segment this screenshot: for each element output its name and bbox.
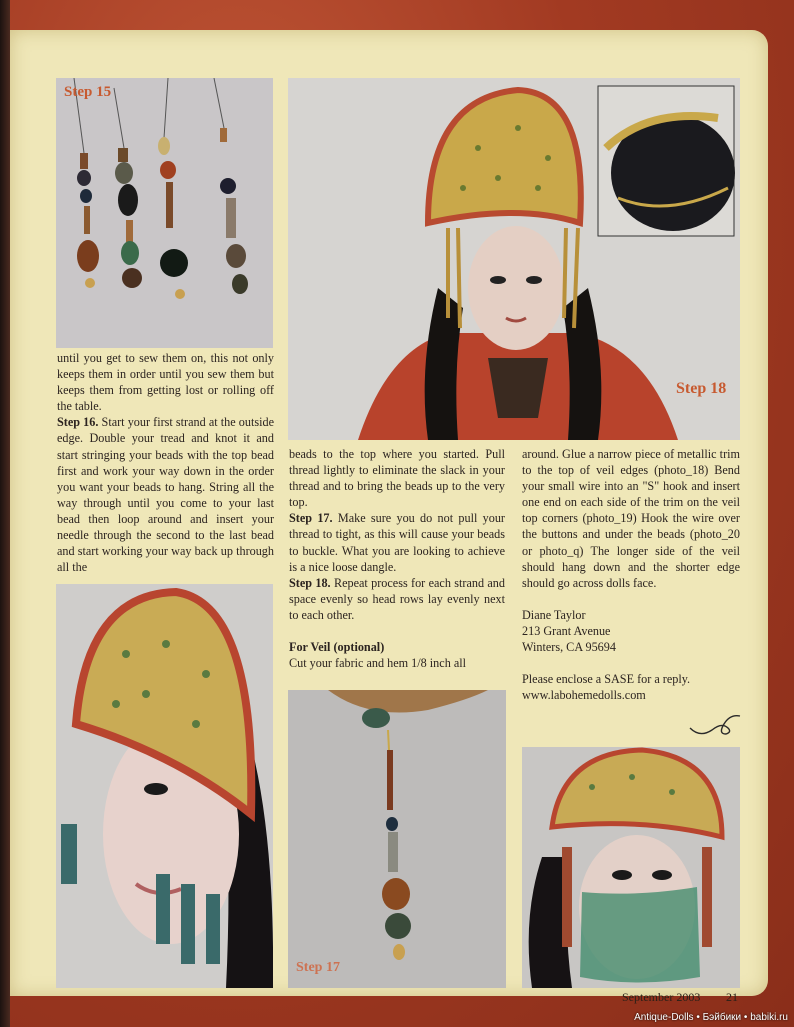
- text-column-3: [522, 446, 740, 703]
- text-column-1: [57, 350, 274, 575]
- bead-strands-illustration: [56, 78, 273, 348]
- book-spine: [0, 0, 10, 1027]
- step17-label: Step 17: [296, 960, 340, 975]
- footer-date: September 2003: [622, 990, 701, 1004]
- step18-paragraph: [289, 575, 505, 623]
- author-street: 213 Grant Avenue: [522, 623, 611, 638]
- col1-paragraph-1: until you get to sew them on, this not only keeps them in order until you sew them but keeps them from getting lost or rolling off the table.: [57, 351, 274, 414]
- col3-paragraph-1: around. Glue a narrow piece of metallic trim to the top of veil edges (photo_18) Bend your small wire into an "S" hook and insert one end on each side of the trim on the veil top corners (photo_19) Hook the wire over the buttons and under the beads (photo_20 or photo_q) The longer side of the veil should hang down and the shorter edge should go across dolls face.: [522, 447, 740, 590]
- step16-heading: Step 16.: [57, 415, 99, 430]
- author-city: Winters, CA 95694: [522, 640, 616, 655]
- photo-doll-closeup: [56, 584, 273, 988]
- footer-page-number: 21: [726, 990, 738, 1004]
- photo-step15-beads: [56, 78, 273, 348]
- step16-text: Start your first strand at the outside edge. Double your tread and knot it and start stringing your beads with the top bead first and work your way down in the order you want your beads to hang. String all the way through until you come to your last bead then loop around and insert your needle through the second to the last bead and start working your way back up through all the: [57, 415, 275, 575]
- author-name: Diane Taylor: [522, 607, 586, 622]
- step18-heading: Step 18.: [289, 575, 331, 590]
- photo-step17-strand: [288, 690, 506, 988]
- veil-heading: For Veil (optional): [289, 640, 385, 655]
- step18-label: Step 18: [676, 380, 727, 397]
- photo-veiled-doll: [522, 747, 740, 988]
- step17-paragraph: [289, 510, 505, 574]
- step16-paragraph: [57, 414, 274, 575]
- doll-closeup-illustration: [56, 584, 273, 988]
- step18-text: Repeat process for each strand and space evenly so head rows lay evenly next to each other.: [289, 575, 505, 622]
- single-strand-illustration: [288, 690, 506, 988]
- col2-paragraph-1: beads to the top where you started. Pull thread lightly to eliminate the slack in your thread and to bring the beads up to the very top.: [289, 447, 505, 510]
- photo-step18-doll: [288, 78, 740, 440]
- sase-note: Please enclose a SASE for a reply.: [522, 672, 691, 687]
- veil-text: Cut your fabric and hem 1/8 inch all: [289, 656, 467, 671]
- step17-text: Make sure you do not pull your thread to tight, as this will cause your beads to buckle. What you are looking to achieve is a nice loose dangle.: [289, 511, 505, 574]
- step17-heading: Step 17.: [289, 511, 333, 526]
- veiled-doll-illustration: [522, 747, 740, 988]
- text-column-2: [289, 446, 505, 671]
- watermark: Antique-Dolls • Бэйбики • babiki.ru: [634, 1012, 788, 1023]
- doll-headdress-illustration: [288, 78, 740, 440]
- flourish-ornament-icon: [688, 712, 742, 738]
- website-link[interactable]: www.labohemedolls.com: [522, 688, 646, 703]
- step15-label: Step 15: [64, 84, 112, 100]
